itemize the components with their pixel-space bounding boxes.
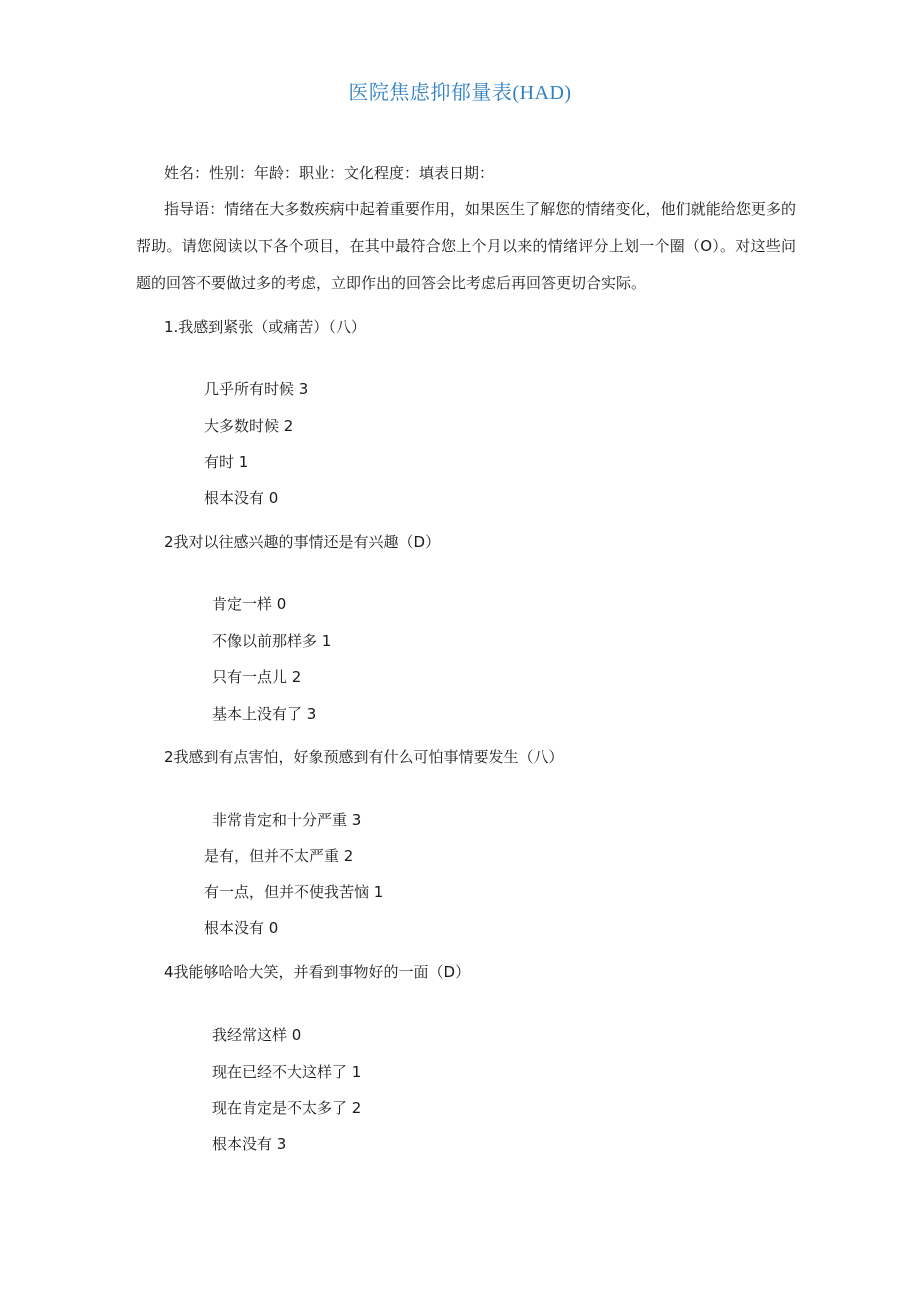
q2-option-1: 肯定一样 0	[212, 595, 287, 613]
q2-option-4: 基本上没有了 3	[212, 705, 317, 723]
question-4: 4我能够哈哈大笑，并看到事物好的一面（D）	[164, 963, 471, 981]
q1-option-2: 大多数时候 2	[204, 417, 294, 435]
q2-option-3: 只有一点儿 2	[212, 668, 302, 686]
q3-option-2: 是有，但并不太严重 2	[204, 847, 354, 865]
q4-option-1: 我经常这样 0	[212, 1026, 302, 1044]
q3-option-3: 有一点，但并不使我苦恼 1	[204, 883, 384, 901]
question-3: 2我感到有点害怕，好象预感到有什么可怕事情要发生（八）	[164, 748, 564, 766]
q3-option-1: 非常肯定和十分严重 3	[212, 811, 362, 829]
q4-option-3: 现在肯定是不太多了 2	[212, 1099, 362, 1117]
title-text: 医院焦虑抑郁量表	[348, 80, 513, 104]
q4-option-4: 根本没有 3	[212, 1135, 287, 1153]
document-title	[0, 76, 920, 105]
q4-option-2: 现在已经不大这样了 1	[212, 1063, 362, 1081]
instructions-paragraph: 指导语：情绪在大多数疾病中起着重要作用，如果医生了解您的情绪变化，他们就能给您更多的帮助。请您阅读以下各个项目，在其中最符合您上个月以来的情绪评分上划一个圈（O）。对这些问题的回答不要做过多的考虑，立即作出的回答会比考虑后再回答更切合实际。	[136, 200, 796, 292]
q1-option-3: 有时 1	[204, 453, 249, 471]
question-1: 1.我感到紧张（或痛苦）（八）	[164, 318, 366, 336]
q2-option-2: 不像以前那样多 1	[212, 632, 332, 650]
q1-option-4: 根本没有 0	[204, 489, 279, 507]
info-line: 姓名：性别：年龄：职业：文化程度：填表日期：	[164, 164, 495, 182]
question-2: 2我对以往感兴趣的事情还是有兴趣（D）	[164, 533, 441, 551]
q1-option-1: 几乎所有时候 3	[204, 380, 309, 398]
title-suffix: (HAD)	[512, 82, 572, 104]
q3-option-4: 根本没有 0	[204, 919, 279, 937]
